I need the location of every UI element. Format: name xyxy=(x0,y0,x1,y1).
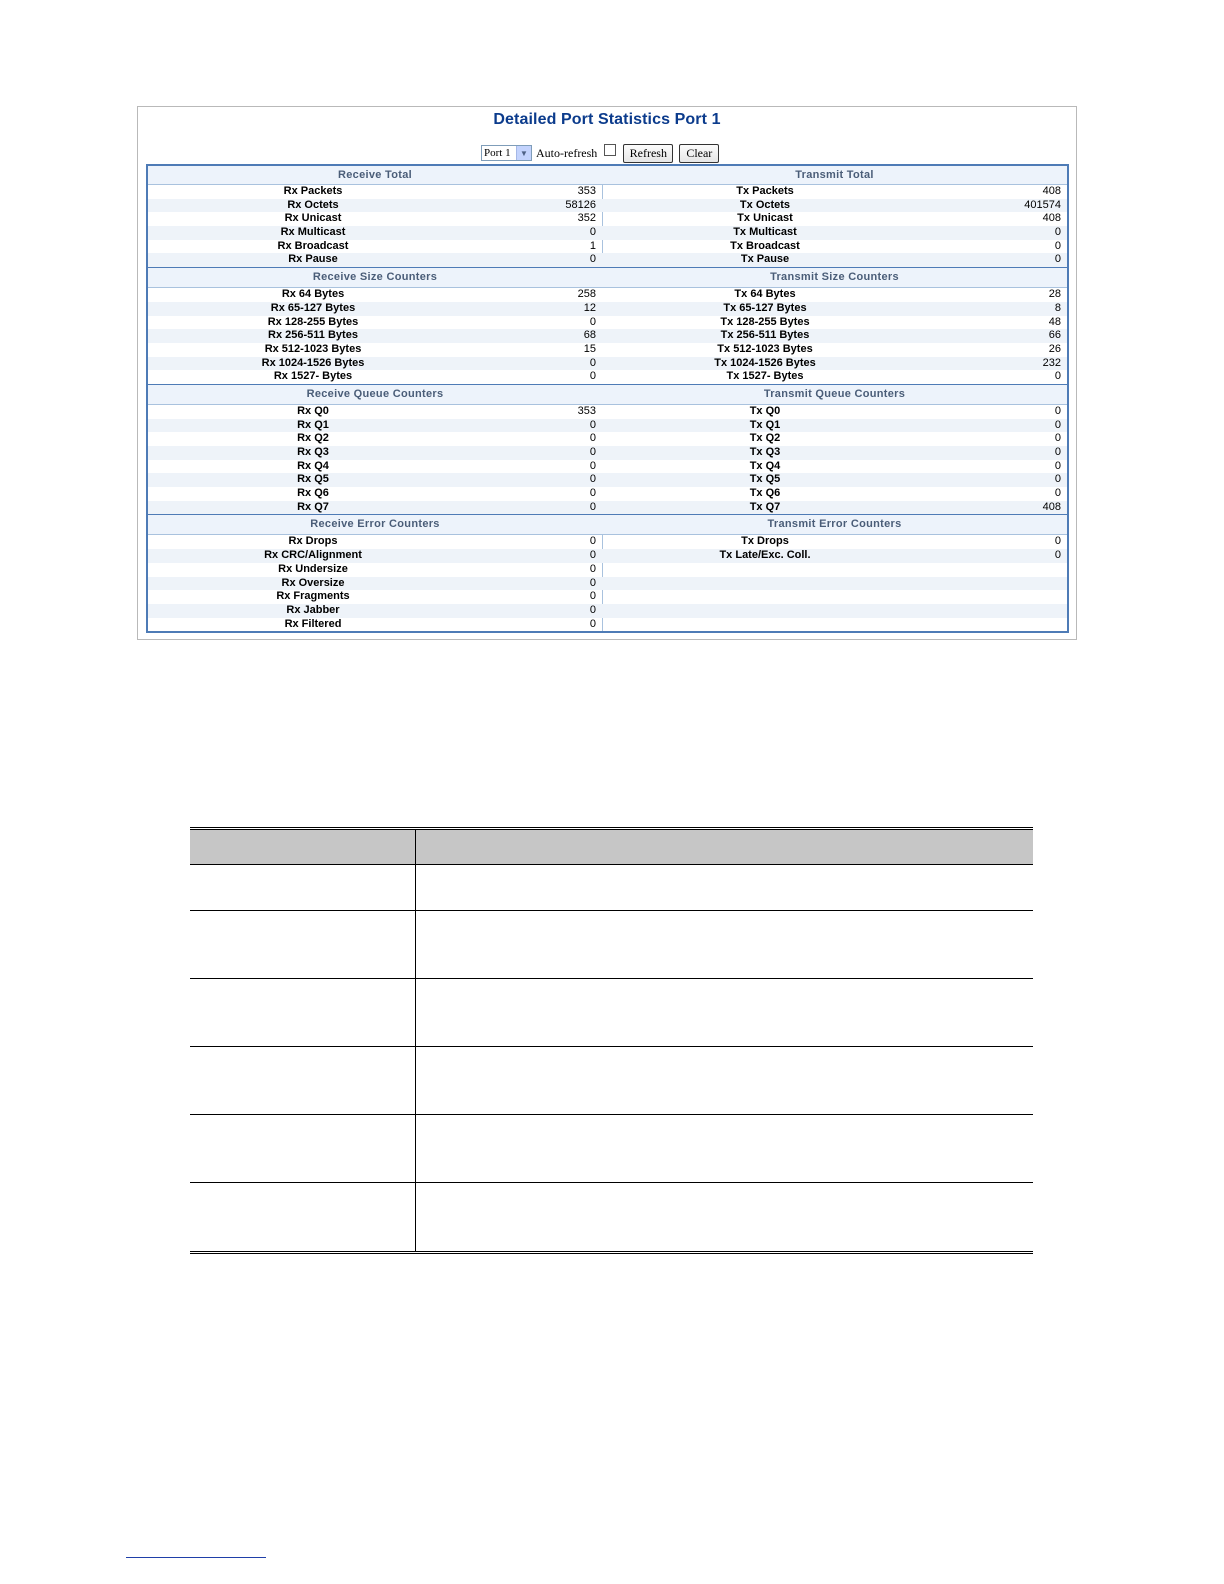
page-title: Detailed Port Statistics Port 1 xyxy=(493,111,721,128)
counter-value: 0 xyxy=(589,226,596,239)
table-row xyxy=(148,240,602,254)
counter-label: Rx Q6 xyxy=(297,487,329,500)
receive-error-header: Receive Error Counters xyxy=(148,514,602,535)
counter-label: Tx Multicast xyxy=(733,226,797,239)
table-row xyxy=(602,419,1067,433)
counter-label: Rx Q1 xyxy=(297,418,329,431)
header-cell-description xyxy=(416,829,1034,865)
counter-value: 0 xyxy=(1054,549,1061,562)
counter-value: 28 xyxy=(1048,288,1061,301)
counter-value: 0 xyxy=(1054,226,1061,239)
receive-total-header: Receive Total xyxy=(148,166,602,185)
receive-size-header: Receive Size Counters xyxy=(148,267,602,288)
table-row xyxy=(602,501,1067,515)
counter-value: 232 xyxy=(1042,356,1061,369)
receive-column xyxy=(148,166,603,631)
counter-label: Tx Pause xyxy=(740,253,790,266)
table-row xyxy=(602,302,1067,316)
table-row xyxy=(148,535,602,549)
table-row xyxy=(148,302,602,316)
counter-label: Tx Drops xyxy=(741,535,789,548)
counter-label: Rx 65-127 Bytes xyxy=(270,301,356,314)
table-row xyxy=(148,370,602,384)
table-row xyxy=(190,911,1033,979)
table-row xyxy=(148,618,602,632)
counter-value: 408 xyxy=(1042,500,1061,513)
counter-value: 0 xyxy=(589,487,596,500)
counter-value: 352 xyxy=(577,212,596,225)
table-row xyxy=(148,577,602,591)
counter-value: 0 xyxy=(1054,418,1061,431)
statistics-table xyxy=(146,164,1069,633)
counter-value: 66 xyxy=(1048,329,1061,342)
counter-value: 0 xyxy=(589,500,596,513)
counter-value: 0 xyxy=(589,590,596,603)
table-row xyxy=(148,226,602,240)
counter-value: 0 xyxy=(1054,535,1061,548)
table-row xyxy=(190,979,1033,1047)
clear-button[interactable]: Clear xyxy=(679,144,719,163)
transmit-queue-header: Transmit Queue Counters xyxy=(602,384,1067,405)
table-row xyxy=(602,549,1067,563)
counter-value: 0 xyxy=(589,535,596,548)
counter-label: Rx 128-255 Bytes xyxy=(267,315,359,328)
counter-label: Rx Jabber xyxy=(286,603,340,616)
counter-value: 0 xyxy=(589,432,596,445)
table-row xyxy=(148,329,602,343)
counter-label: Tx 512-1023 Bytes xyxy=(717,342,813,355)
counter-value: 1 xyxy=(589,239,596,252)
counter-label: Tx Late/Exc. Coll. xyxy=(719,549,811,562)
counter-value: 0 xyxy=(589,459,596,472)
counter-value: 408 xyxy=(1042,212,1061,225)
counter-value: 0 xyxy=(589,315,596,328)
table-row xyxy=(190,1047,1033,1115)
table-row xyxy=(602,460,1067,474)
table-row xyxy=(602,185,1067,199)
counter-value: 0 xyxy=(1054,432,1061,445)
table-row xyxy=(602,563,1067,577)
counter-label: Tx Broadcast xyxy=(730,239,800,252)
table-row xyxy=(190,865,1033,911)
counter-label: Rx CRC/Alignment xyxy=(264,549,362,562)
counter-value: 353 xyxy=(577,185,596,197)
counter-label: Tx Q1 xyxy=(749,418,781,431)
counter-label: Rx Q7 xyxy=(297,500,329,513)
auto-refresh-checkbox[interactable] xyxy=(604,144,616,156)
transmit-column xyxy=(602,166,1067,631)
table-row xyxy=(148,357,602,371)
counter-value: 401574 xyxy=(1024,198,1061,211)
counter-label: Tx 256-511 Bytes xyxy=(720,329,810,342)
table-row xyxy=(148,405,602,419)
counter-label: Rx Drops xyxy=(288,535,338,548)
table-row xyxy=(602,618,1067,632)
table-row xyxy=(148,185,602,199)
counter-label: Tx Unicast xyxy=(737,212,793,225)
counter-label: Rx Filtered xyxy=(284,617,342,630)
counter-label: Rx Undersize xyxy=(278,562,348,575)
refresh-button[interactable]: Refresh xyxy=(623,144,673,163)
counter-value: 0 xyxy=(1054,473,1061,486)
counter-value: 48 xyxy=(1048,315,1061,328)
counter-value: 15 xyxy=(583,342,596,355)
table-row xyxy=(148,590,602,604)
counter-label: Rx 64 Bytes xyxy=(281,288,345,301)
table-row xyxy=(148,343,602,357)
counter-value: 0 xyxy=(589,549,596,562)
table-row xyxy=(190,1115,1033,1183)
counter-label: Tx Q5 xyxy=(749,473,781,486)
table-row xyxy=(602,357,1067,371)
counter-value: 353 xyxy=(577,404,596,417)
port-select-value: Port 1 xyxy=(484,147,511,159)
detailed-port-statistics-panel xyxy=(137,106,1077,640)
counter-value: 0 xyxy=(589,370,596,383)
table-row xyxy=(602,535,1067,549)
counter-value: 408 xyxy=(1042,185,1061,197)
table-row xyxy=(148,487,602,501)
table-row xyxy=(148,446,602,460)
counter-value: 8 xyxy=(1054,301,1061,314)
counter-label: Rx 512-1023 Bytes xyxy=(264,342,362,355)
table-row xyxy=(602,577,1067,591)
counter-value: 0 xyxy=(589,418,596,431)
counter-value: 0 xyxy=(1054,370,1061,383)
table-header-row xyxy=(190,829,1033,865)
counter-label: Rx 256-511 Bytes xyxy=(268,329,358,342)
table-row xyxy=(602,405,1067,419)
counter-value: 0 xyxy=(589,603,596,616)
table-row xyxy=(148,460,602,474)
counter-label: Rx Unicast xyxy=(284,212,342,225)
counter-label: Tx 64 Bytes xyxy=(734,288,796,301)
counter-value: 0 xyxy=(1054,404,1061,417)
table-row xyxy=(602,240,1067,254)
counter-value: 0 xyxy=(1054,253,1061,266)
table-row xyxy=(602,604,1067,618)
counter-label: Tx Q2 xyxy=(749,432,781,445)
transmit-total-header: Transmit Total xyxy=(602,166,1067,185)
counter-label: Rx 1024-1526 Bytes xyxy=(261,356,365,369)
table-row xyxy=(148,316,602,330)
auto-refresh-label: Auto-refresh xyxy=(536,145,598,160)
counter-value: 0 xyxy=(1054,446,1061,458)
counter-label: Rx Q4 xyxy=(297,459,329,472)
table-row xyxy=(148,473,602,487)
table-row xyxy=(148,432,602,446)
table-row xyxy=(148,419,602,433)
transmit-error-header: Transmit Error Counters xyxy=(602,514,1067,535)
counter-label: Rx Pause xyxy=(288,253,338,266)
counter-value: 26 xyxy=(1048,342,1061,355)
chevron-down-icon[interactable]: ▼ xyxy=(516,146,531,160)
table-row xyxy=(602,199,1067,213)
table-row xyxy=(602,253,1067,267)
counter-value: 0 xyxy=(589,617,596,630)
table-row xyxy=(148,604,602,618)
counter-value: 0 xyxy=(589,446,596,458)
counter-value: 58126 xyxy=(565,198,596,211)
table-row xyxy=(602,343,1067,357)
footer-rule xyxy=(126,1557,266,1558)
table-row xyxy=(190,1183,1033,1253)
table-row xyxy=(148,501,602,515)
counter-label: Rx Packets xyxy=(283,185,343,197)
counter-label: Rx Q3 xyxy=(297,446,329,458)
counter-label: Tx Packets xyxy=(736,185,794,197)
counter-label: Tx Q6 xyxy=(749,487,781,500)
counter-label: Rx 1527- Bytes xyxy=(273,370,353,383)
table-row xyxy=(602,212,1067,226)
table-row xyxy=(148,563,602,577)
counter-value: 0 xyxy=(589,576,596,589)
table-row xyxy=(148,549,602,563)
counter-label: Tx Q3 xyxy=(749,446,781,458)
table-row xyxy=(148,253,602,267)
counter-label: Tx Octets xyxy=(739,198,791,211)
receive-queue-header: Receive Queue Counters xyxy=(148,384,602,405)
port-select[interactable] xyxy=(481,145,532,161)
table-row xyxy=(602,590,1067,604)
counter-label: Tx Q0 xyxy=(749,404,781,417)
toolbar xyxy=(481,143,719,163)
counter-value: 0 xyxy=(589,562,596,575)
table-row xyxy=(148,212,602,226)
counter-label: Tx Q7 xyxy=(749,500,781,513)
table-row xyxy=(602,473,1067,487)
counter-value: 0 xyxy=(1054,239,1061,252)
transmit-size-header: Transmit Size Counters xyxy=(602,267,1067,288)
table-row xyxy=(602,487,1067,501)
table-row xyxy=(602,316,1067,330)
table-row xyxy=(602,370,1067,384)
counter-label: Tx Q4 xyxy=(749,459,781,472)
counter-label: Tx 1527- Bytes xyxy=(726,370,804,383)
counter-value: 0 xyxy=(1054,459,1061,472)
counter-label: Rx Q2 xyxy=(297,432,329,445)
counter-value: 258 xyxy=(577,288,596,301)
table-row xyxy=(602,432,1067,446)
counter-value: 0 xyxy=(589,253,596,266)
counter-label: Tx 1024-1526 Bytes xyxy=(714,356,816,369)
counter-label: Rx Oversize xyxy=(281,576,345,589)
header-cell-object xyxy=(190,829,416,865)
counter-label: Rx Multicast xyxy=(280,226,346,239)
table-row xyxy=(148,288,602,302)
counter-value: 68 xyxy=(583,329,596,342)
counter-value: 12 xyxy=(583,301,596,314)
table-row xyxy=(602,446,1067,460)
counter-value: 0 xyxy=(589,356,596,369)
table-row xyxy=(602,288,1067,302)
counter-label: Tx 65-127 Bytes xyxy=(723,301,807,314)
counter-value: 0 xyxy=(1054,487,1061,500)
counter-label: Tx 128-255 Bytes xyxy=(720,315,810,328)
counter-label: Rx Fragments xyxy=(276,590,350,603)
table-row xyxy=(602,226,1067,240)
counter-value: 0 xyxy=(589,473,596,486)
counter-label: Rx Q5 xyxy=(297,473,329,486)
description-table xyxy=(190,827,1033,1254)
table-row xyxy=(602,329,1067,343)
counter-label: Rx Octets xyxy=(287,198,339,211)
counter-label: Rx Q0 xyxy=(297,404,329,417)
counter-label: Rx Broadcast xyxy=(277,239,349,252)
table-row xyxy=(148,199,602,213)
